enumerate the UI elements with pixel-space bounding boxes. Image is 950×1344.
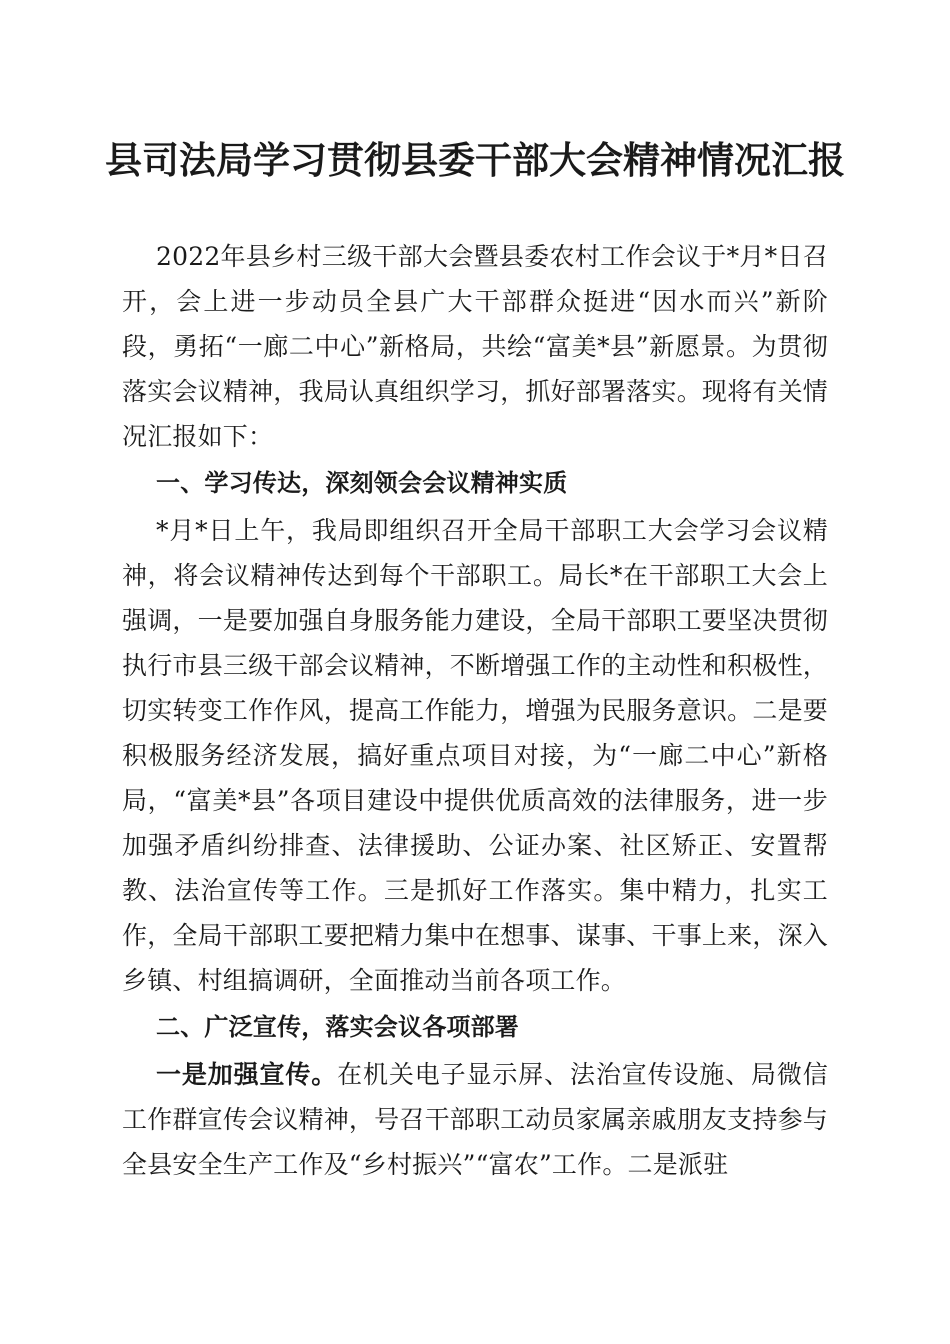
section-2-text: 在机关电子显示屏、法治宣传设施、局微信工作群宣传会议精神，号召干部职工动员家属亲戚朋友支持参与全县安全生产工作及“乡村振兴”“富农”工作。二是派驻: [122, 1060, 828, 1179]
section-2-heading: 二、广泛宣传，落实会议各项部署: [156, 1013, 519, 1041]
intro-paragraph: 2022年县乡村三级干部大会暨县委农村工作会议于*月*日召开，会上进一步动员全县广大干部群众挺进“因水而兴”新阶段，勇拓“一廊二中心”新格局，共绘“富美*县”新愿景。为贯彻落实会议精神，我局认真组织学习，抓好部署落实。现将有关情况汇报如下：: [122, 242, 828, 451]
document-title: 县司法局学习贯彻县委干部大会精神情况汇报: [105, 138, 845, 182]
document-body: [122, 234, 828, 1187]
section-2-paragraph: [122, 1052, 828, 1187]
section-1-paragraph: *月*日上午，我局即组织召开全局干部职工大会学习会议精神，将会议精神传达到每个干部职工。局长*在干部职工大会上强调，一是要加强自身服务能力建设，全局干部职工要坚决贯彻执行市县三级干部会议精神，不断增强工作的主动性和积极性，切实转变工作作风，提高工作能力，增强为民服务意识。二是要积极服务经济发展，搞好重点项目对接，为“一廊二中心”新格局，“富美*县”各项目建设中提供优质高效的法律服务，进一步加强矛盾纠纷排查、法律援助、公证办案、社区矫正、安置帮教、法治宣传等工作。三是抓好工作落实。集中精力，扎实工作，全局干部职工要把精力集中在想事、谋事、干事上来，深入乡镇、村组搞调研，全面推动当前各项工作。: [122, 516, 828, 995]
section-1-heading: 一、学习传达，深刻领会会议精神实质: [156, 469, 568, 497]
section-2-lead: 一是加强宣传。: [156, 1060, 338, 1089]
